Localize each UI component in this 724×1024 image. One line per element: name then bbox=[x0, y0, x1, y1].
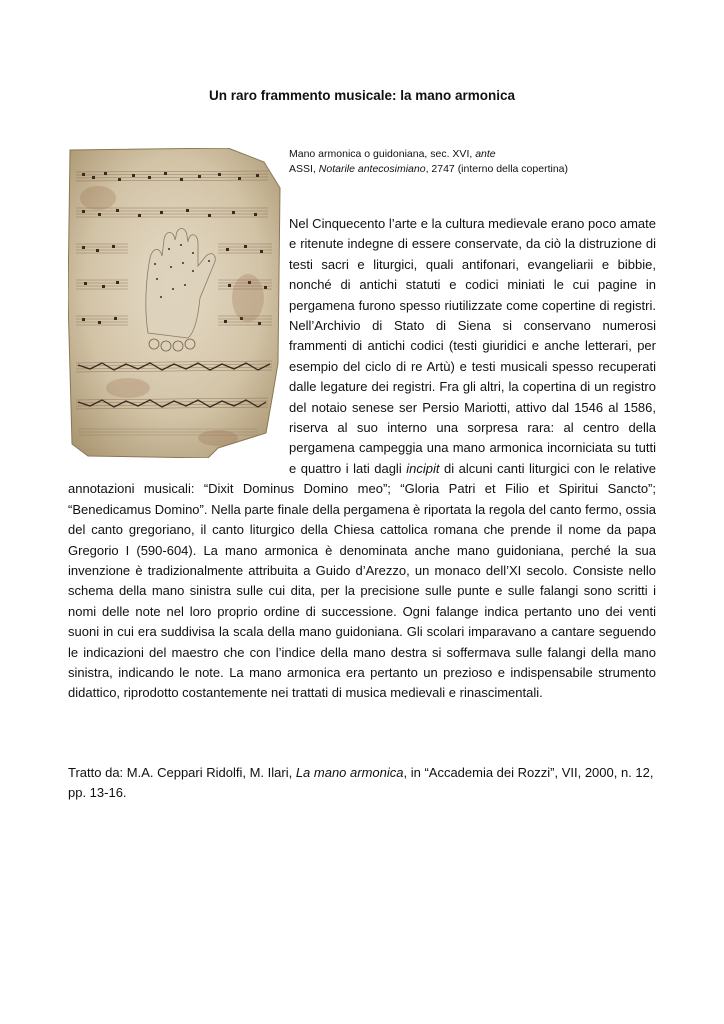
figure-caption bbox=[289, 147, 629, 177]
body-text-part-1: Nel Cinquecento l’arte e la cultura medievale erano poco amate e ritenute indegne di essere conservate, da ciò la distruzione di testi sacri e liturgici, quali antifonari, evangeliarii e bibbie, nonché di antichi statuti e codici miniati le cui pagine in pergamena furono spesso riutilizzate come copertine di registri. Nell’Archivio di Stato di Siena si conservano numerosi frammenti di antichi codici (testi giuridici e anche letterari, per esempio del ciclo di re Artù) e testi musicali spesso recuperati dalle legature dei registri. Fra gli altri, la copertina di un registro del notaio senese ser Persio Mariotti, attivo dal 1546 al 1586, riserva al suo interno una sorpresa rara: al centro della pergamena campeggia una mano armonica incorniciata su tutti e quattro i lati dagli bbox=[289, 216, 656, 476]
caption-text: Mano armonica o guidoniana, sec. XVI, bbox=[289, 148, 476, 160]
source-citation bbox=[68, 763, 656, 804]
source-title: La mano armonica bbox=[295, 765, 404, 780]
body-text-part-2: di alcuni canti liturgici con le relative annotazioni musicali: “Dixit Dominus Domino meo”; “Gloria Patri et Filio et Spiritui Sancto”; “Benedicamus Domino”. Nella parte finale della pergamena è riportata la regola del canto fermo, ossia del canto gregoriano, il canto liturgico della Chiesa cattolica romana che prende il nome da papa Gregorio I (590-604). La mano armonica è denominata anche mano guidoniana, perché la sua invenzione è tradizionalmente attribuita a Guido d’Arezzo, un monaco dell’XI secolo. Consiste nello schema della mano sinistra sulle cui dita, per la precisione sulle punte e sulle falangi sono scritti i nomi delle note nel loro proprio ordine di successione. Ogni falange indica pertanto uno dei venti suoni in cui era suddivisa la scala della mano guidoniana. Gli scolari imparavano a cantare seguendo le indicazioni del maestro che con l’indice della mano destra si soffermava sulle falangi della mano sinistra, indicando le note. La mano armonica era pertanto un prezioso e indispensabile strumento didattico, riprodotto costantemente nei trattati di musica medievali e rinascimentali. bbox=[68, 460, 656, 701]
caption-archive: ASSI, bbox=[289, 163, 319, 175]
body-text-incipit: incipit bbox=[406, 460, 440, 476]
caption-italic: ante bbox=[475, 148, 496, 160]
caption-line-1 bbox=[289, 147, 629, 162]
source-prefix: Tratto da: M.A. Ceppari Ridolfi, M. Ilari, bbox=[68, 765, 296, 780]
document-title: Un raro frammento musicale: la mano armonica bbox=[208, 88, 516, 103]
source-suffix: , in “Accademia dei Rozzi”, VII, 2000, n. 12, pp. 13-16. bbox=[68, 765, 654, 801]
body-text bbox=[68, 214, 656, 704]
caption-collection: Notarile antecosimiano bbox=[318, 163, 426, 175]
caption-line-2 bbox=[289, 162, 629, 177]
figure-float-spacer bbox=[68, 214, 289, 460]
caption-reference: , 2747 (interno della copertina) bbox=[425, 163, 568, 175]
